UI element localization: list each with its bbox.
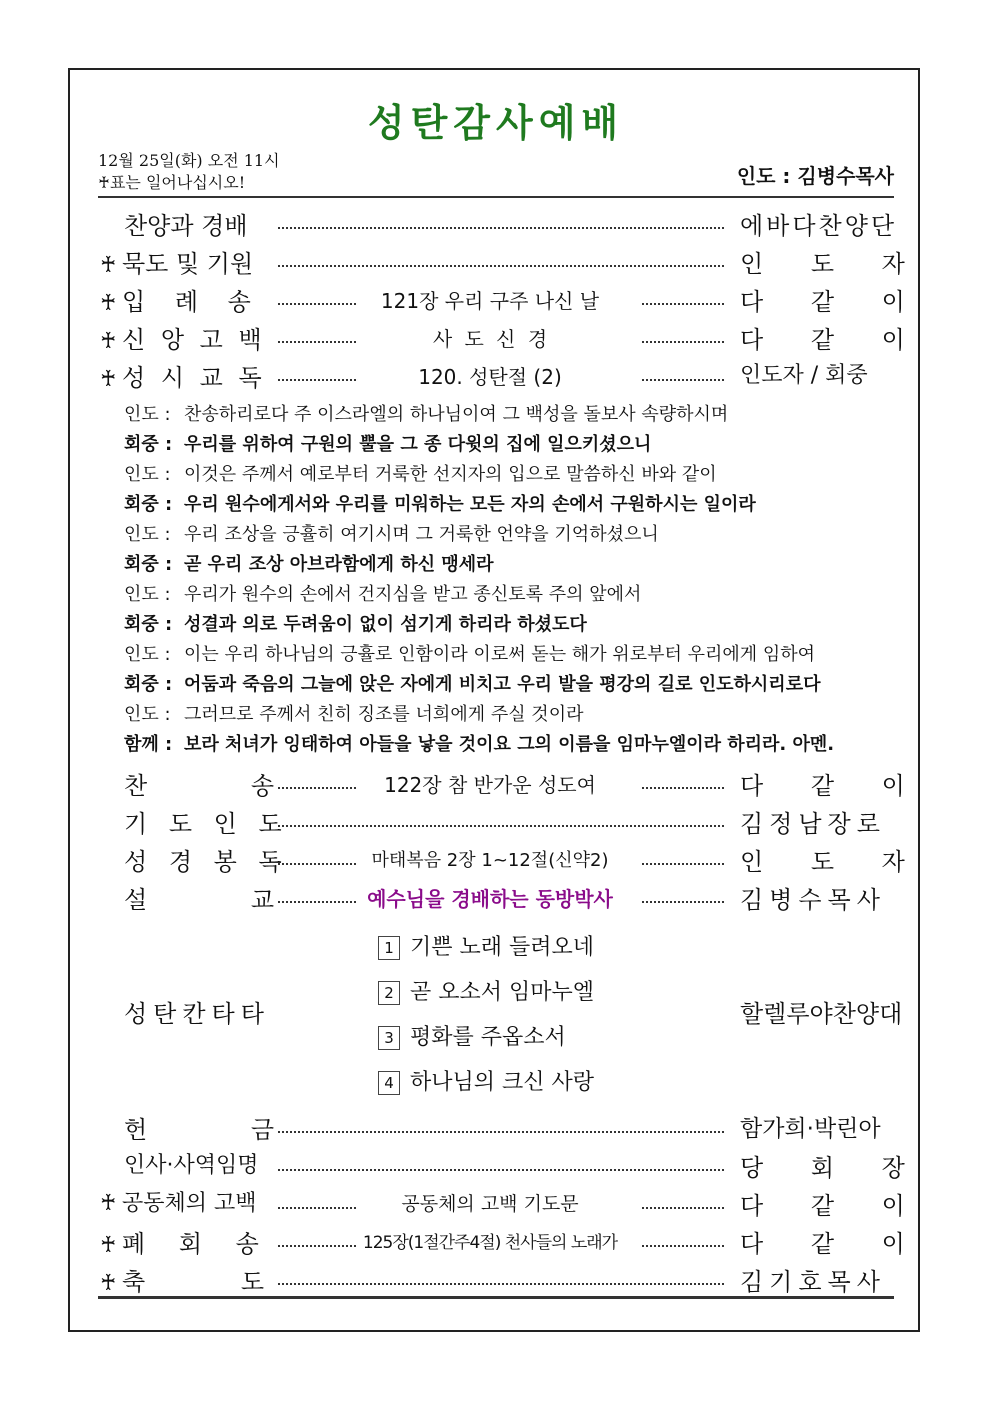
reading-title: 120. 성탄절 (2) <box>418 365 562 389</box>
cantata-item: 4 하나님의 크신 사랑 <box>378 1065 594 1096</box>
responsive-line: 회중 : 우리를 위하여 구원의 뿔을 그 종 다윗의 집에 일으키셨으니 <box>124 434 652 455</box>
responsive-line: 인도 : 우리가 원수의 손에서 건지심을 받고 종신토록 주의 앞에서 <box>124 584 642 605</box>
responsive-line: 함께 : 보라 처녀가 잉태하여 아들을 낳을 것이요 그의 이름을 임마누엘이라 하리라. 아멘. <box>124 734 835 755</box>
order-performer: 김기호목사 <box>740 1268 886 1296</box>
standing-note: ♰표는 일어나십시오! <box>98 173 246 192</box>
date-line: 12월 25일(화) 오전 11시 <box>98 151 280 170</box>
order-label: 찬양과 경배 <box>124 212 248 240</box>
leader-dots <box>278 1169 724 1171</box>
order-row <box>100 1110 896 1144</box>
leader-dots <box>278 265 724 267</box>
leader-dots <box>642 379 724 381</box>
order-performer: 할렐루야찬양대 <box>740 1000 903 1028</box>
order-label: 헌 금 <box>124 1116 274 1144</box>
responsive-line: 인도 : 그러므로 주께서 친히 징조를 너희에게 주실 것이라 <box>124 704 584 725</box>
order-performer: 인 도 자 <box>740 250 905 278</box>
leader-dots <box>642 303 724 305</box>
order-label: 신 앙 고 백 <box>122 326 262 354</box>
bottom-divider <box>98 1296 894 1299</box>
order-row <box>100 842 905 876</box>
order-label: 축 도 <box>122 1268 264 1296</box>
order-performer: 당 회 장 <box>740 1154 905 1182</box>
order-row <box>100 358 896 392</box>
confession-title: 공동체의 고백 기도문 <box>401 1193 579 1215</box>
order-performer: 인 도 자 <box>740 848 905 876</box>
leader-dots <box>642 863 724 865</box>
leader-dots <box>278 1283 724 1285</box>
responsive-line: 회중 : 성결과 의로 두려움이 없이 섬기게 하리라 하셨도다 <box>124 614 587 635</box>
order-row <box>100 804 896 838</box>
sermon-title: 예수님을 경배하는 동방박사 <box>367 887 613 911</box>
order-label: 성 경 봉 독 <box>124 848 282 876</box>
closing-hymn-title: 125장(1절간주4절) 천사들의 노래가 <box>362 1233 618 1253</box>
order-performer: 김병수목사 <box>740 886 886 914</box>
service-date <box>98 150 280 194</box>
leader-dots <box>642 1245 724 1247</box>
cross-icon: ♰ <box>100 1233 117 1258</box>
order-label: 성 시 교 독 <box>122 364 262 392</box>
responsive-line: 인도 : 이것은 주께서 예로부터 거룩한 선지자의 입으로 말씀하신 바와 같이 <box>124 464 717 485</box>
cross-icon: ♰ <box>100 253 117 278</box>
order-row <box>100 766 905 800</box>
cantata-item: 2 곧 오소서 임마누엘 <box>378 975 594 1006</box>
cross-icon: ♰ <box>100 1191 117 1216</box>
cross-icon: ♰ <box>100 291 117 316</box>
responsive-line: 회중 : 곧 우리 조상 아브라함에게 하신 맹세라 <box>124 554 494 575</box>
order-row <box>100 282 905 316</box>
order-label: 입 례 송 <box>122 288 251 316</box>
service-leader: 인도 : 김병수목사 <box>736 164 894 188</box>
order-label: 묵도 및 기원 <box>122 250 254 278</box>
leader-dots <box>278 1131 724 1133</box>
cross-icon: ♰ <box>100 1271 117 1296</box>
leader-dots <box>642 787 724 789</box>
order-performer: 다 같 이 <box>740 1192 905 1220</box>
page-title: 성탄감사예배 <box>367 100 625 145</box>
cantata-item: 1 기쁜 노래 들려오네 <box>378 930 594 961</box>
responsive-line: 회중 : 어둠과 죽음의 그늘에 앉은 자에게 비치고 우리 발을 평강의 길로 인도하시리로다 <box>124 674 821 695</box>
scripture-reference: 마태복음 2장 1~12절(신약2) <box>371 850 609 871</box>
order-performer: 다 같 이 <box>740 772 905 800</box>
order-row <box>100 206 896 240</box>
order-label: 성탄칸타타 <box>124 1000 270 1028</box>
order-performer: 다 같 이 <box>740 288 905 316</box>
responsive-line: 인도 : 우리 조상을 긍휼히 여기시며 그 거룩한 언약을 기억하셨으니 <box>124 524 659 545</box>
order-performer: 에바다찬양단 <box>740 212 898 240</box>
responsive-line: 인도 : 이는 우리 하나님의 긍휼로 인함이라 이로써 돋는 해가 위로부터 우리에게 임하여 <box>124 644 816 665</box>
order-performer: 김정남장로 <box>740 810 886 838</box>
order-label: 공동체의 고백 <box>122 1191 257 1216</box>
number-box: 2 <box>378 981 400 1005</box>
cross-icon: ♰ <box>100 329 117 354</box>
leader-dots <box>278 825 724 827</box>
leader-dots <box>642 341 724 343</box>
number-box: 4 <box>378 1071 400 1095</box>
order-row <box>100 880 896 914</box>
order-label: 폐 회 송 <box>122 1230 259 1258</box>
order-label: 인사·사역임명 <box>124 1153 259 1178</box>
top-divider <box>98 196 894 198</box>
order-row <box>100 1262 896 1296</box>
order-row <box>100 1148 905 1182</box>
order-row <box>100 320 905 354</box>
order-label: 찬 송 <box>124 772 274 800</box>
cross-icon: ♰ <box>100 367 117 392</box>
order-label: 기 도 인 도 <box>124 810 282 838</box>
hymn-title: 121장 우리 구주 나신 날 <box>380 289 600 313</box>
cantata-item: 3 평화를 주옵소서 <box>378 1020 566 1051</box>
hymn-title: 122장 참 반가운 성도여 <box>384 773 596 797</box>
leader-dots <box>642 1207 724 1209</box>
creed-title: 사 도 신 경 <box>432 327 548 351</box>
order-label: 설 교 <box>124 886 274 914</box>
leader-dots <box>278 227 724 229</box>
responsive-line: 회중 : 우리 원수에게서와 우리를 미워하는 모든 자의 손에서 구원하시는 일이라 <box>124 494 756 515</box>
order-row <box>100 1186 905 1220</box>
order-performer: 다 같 이 <box>740 326 905 354</box>
order-performer: 인도자 / 회중 <box>740 363 868 388</box>
responsive-line: 인도 : 찬송하리로다 주 이스라엘의 하나님이여 그 백성을 돌보사 속량하시며 <box>124 404 729 425</box>
order-row <box>100 1224 905 1258</box>
order-performer: 다 같 이 <box>740 1230 905 1258</box>
order-performer: 함가희·박린아 <box>740 1116 881 1142</box>
number-box: 3 <box>378 1026 400 1050</box>
leader-dots <box>642 901 724 903</box>
number-box: 1 <box>378 936 400 960</box>
order-row <box>100 244 905 278</box>
